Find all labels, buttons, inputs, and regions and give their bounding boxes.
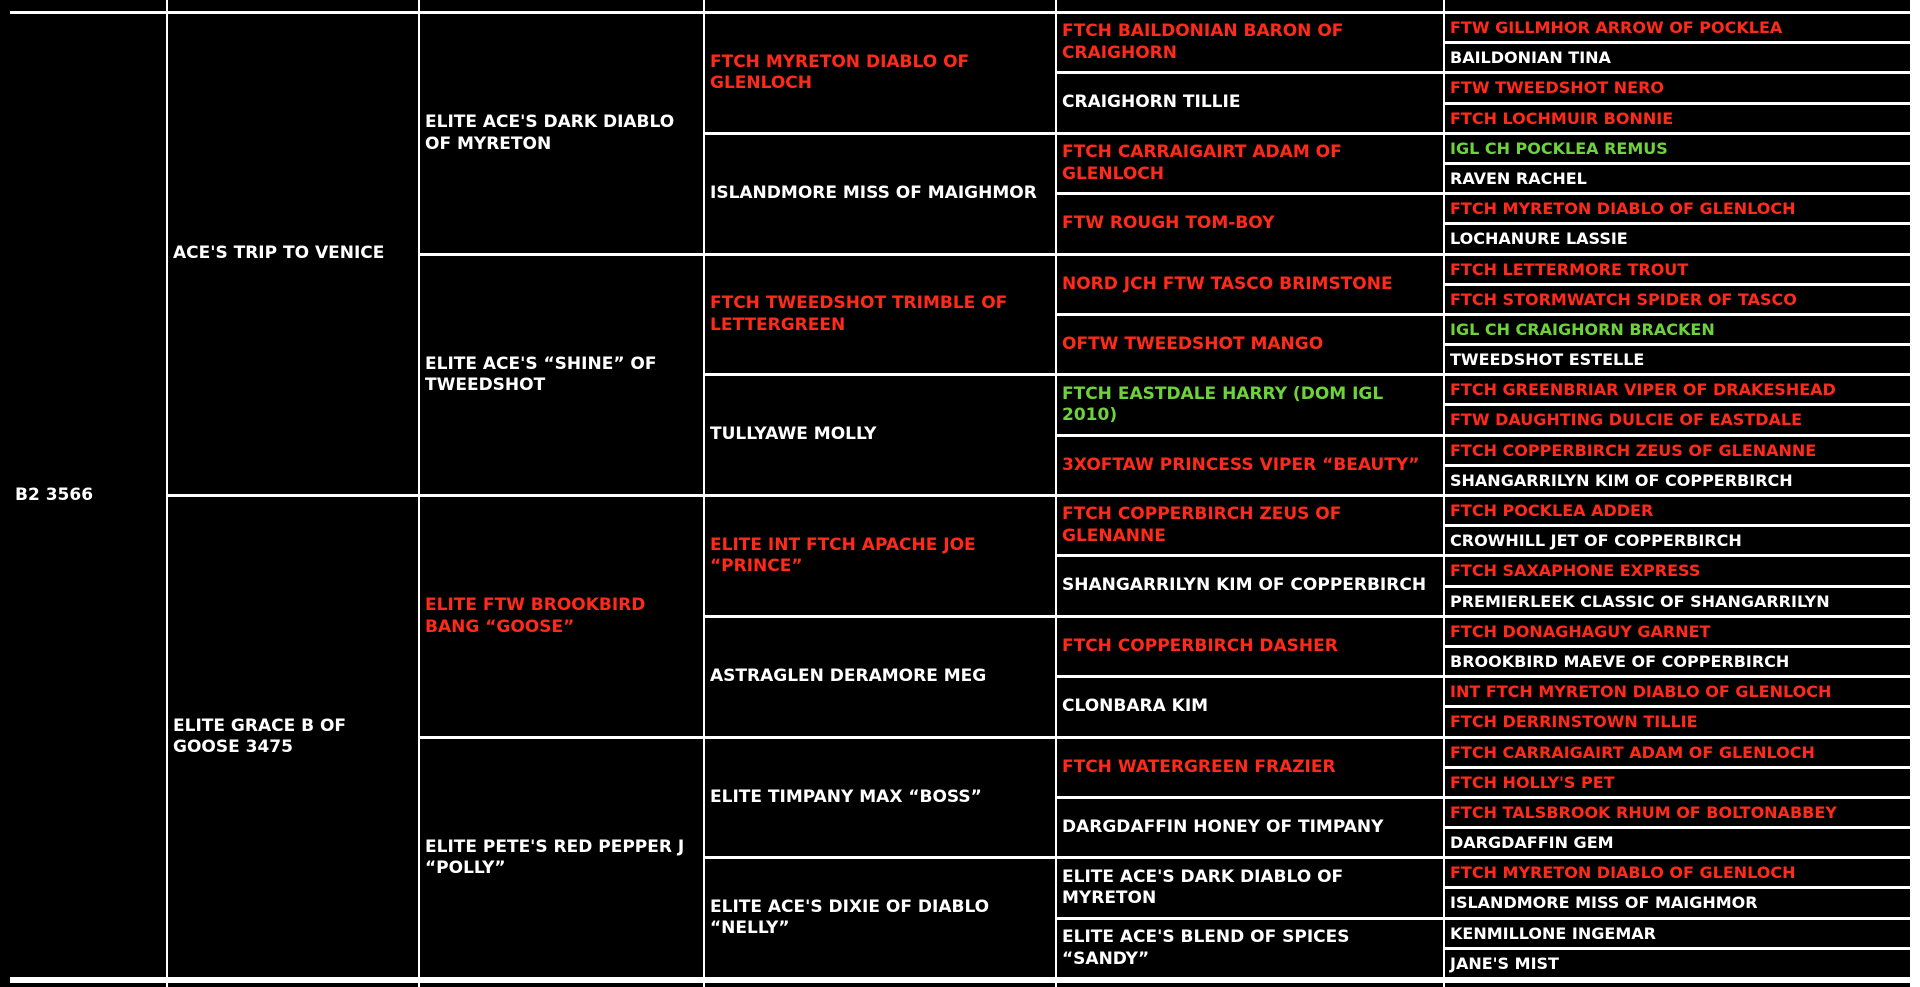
- gen4-cell: [705, 859, 1055, 977]
- gen5-cell: [1057, 859, 1443, 917]
- gen4-cell: [705, 618, 1055, 736]
- dog-name: LOCHANURE LASSIE: [1450, 229, 1628, 248]
- dog-name: ELITE GRACE B OF GOOSE 3475: [173, 715, 347, 757]
- dog-name: DARGDAFFIN GEM: [1450, 832, 1614, 852]
- gen5-cell: [1057, 316, 1443, 373]
- edge-strip-bottom: [705, 983, 1055, 987]
- gen5-cell: [1057, 618, 1443, 675]
- dog-name: FTCH COPPERBIRCH ZEUS OF GLENANNE: [1450, 440, 1817, 460]
- edge-strip-top: [1445, 0, 1910, 11]
- dog-name: FTCH CARRAIGAIRT ADAM OF GLENLOCH: [1450, 742, 1815, 762]
- edge-strip-left: [0, 0, 10, 987]
- dog-name: IGL CH CRAIGHORN BRACKEN: [1450, 319, 1715, 339]
- dog-name: ELITE TIMPANY MAX “BOSS”: [710, 786, 982, 807]
- gen6-cell: [1445, 195, 1910, 222]
- dog-name: ELITE INT FTCH APACHE JOE “PRINCE”: [710, 534, 976, 576]
- gen6-cell: [1445, 346, 1910, 373]
- dog-name: ELITE ACE'S DARK DIABLO OF MYRETON: [1062, 866, 1344, 908]
- dog-name: FTW TWEEDSHOT NERO: [1450, 78, 1665, 97]
- dog-name: BAILDONIAN TINA: [1450, 47, 1611, 67]
- gen6-cell: [1445, 889, 1910, 917]
- dog-name: FTCH STORMWATCH SPIDER OF TASCO: [1450, 289, 1797, 309]
- gen1-cell: [10, 14, 166, 977]
- gen4-cell: [705, 497, 1055, 615]
- gen6-cell: [1445, 920, 1910, 947]
- dog-name: FTCH POCKLEA ADDER: [1450, 500, 1654, 520]
- gen2-cell: [168, 14, 418, 494]
- gen6-cell: [1445, 225, 1910, 253]
- edge-strip-top: [1057, 0, 1443, 11]
- dog-name: CRAIGHORN TILLIE: [1062, 92, 1241, 113]
- gen6-cell: [1445, 618, 1910, 645]
- dog-name: FTCH WATERGREEN FRAZIER: [1062, 756, 1336, 777]
- dog-name: SHANGARRILYN KIM OF COPPERBIRCH: [1450, 470, 1793, 490]
- gen6-cell: [1445, 44, 1910, 71]
- gen6-cell: [1445, 74, 1910, 102]
- dog-name: B2 3566: [15, 484, 94, 505]
- gen5-cell: [1057, 437, 1443, 494]
- dog-name: 3XOFTAW PRINCESS VIPER “BEAUTY”: [1062, 454, 1420, 475]
- dog-name: FTCH MYRETON DIABLO OF GLENLOCH: [1450, 862, 1796, 882]
- dog-name: TULLYAWE MOLLY: [710, 424, 877, 445]
- gen5-cell: [1057, 678, 1443, 736]
- dog-name: ISLANDMORE MISS OF MAIGHMOR: [1450, 893, 1758, 912]
- gen6-cell: [1445, 739, 1910, 766]
- gen5-cell: [1057, 799, 1443, 856]
- gen6-cell: [1445, 829, 1910, 856]
- dog-name: FTCH CARRAIGAIRT ADAM OF GLENLOCH: [1062, 142, 1342, 184]
- dog-name: ASTRAGLEN DERAMORE MEG: [710, 666, 987, 687]
- gen5-cell: [1057, 920, 1443, 977]
- gen4-cell: [705, 739, 1055, 856]
- gen6-cell: [1445, 406, 1910, 434]
- dog-name: ELITE ACE'S “SHINE” OF TWEEDSHOT: [425, 353, 657, 395]
- gen6-cell: [1445, 165, 1910, 192]
- dog-name: FTCH DONAGHAGUY GARNET: [1450, 621, 1711, 641]
- dog-name: FTCH TWEEDSHOT TRIMBLE OF LETTERGREEN: [710, 293, 1008, 335]
- edge-strip-top: [168, 0, 418, 11]
- dog-name: FTCH SAXAPHONE EXPRESS: [1450, 561, 1701, 580]
- dog-name: FTCH TALSBROOK RHUM OF BOLTONABBEY: [1450, 802, 1837, 822]
- dog-name: ELITE ACE'S BLEND OF SPICES “SANDY”: [1062, 927, 1350, 969]
- dog-name: ELITE PETE'S RED PEPPER J “POLLY”: [425, 836, 685, 878]
- dog-name: FTCH MYRETON DIABLO OF GLENLOCH: [1450, 198, 1796, 218]
- gen4-cell: [705, 256, 1055, 373]
- gen6-cell: [1445, 799, 1910, 826]
- dog-name: CROWHILL JET OF COPPERBIRCH: [1450, 530, 1742, 550]
- dog-name: FTCH EASTDALE HARRY (DOM IGL 2010): [1062, 383, 1384, 425]
- dog-name: NORD JCH FTW TASCO BRIMSTONE: [1062, 273, 1393, 294]
- dog-name: ACE'S TRIP TO VENICE: [173, 243, 385, 264]
- dog-name: PREMIERLEEK CLASSIC OF SHANGARRILYN: [1450, 591, 1830, 611]
- dog-name: FTCH BAILDONIAN BARON OF CRAIGHORN: [1062, 21, 1344, 63]
- edge-strip-bottom: [168, 983, 418, 987]
- dog-name: FTCH LOCHMUIR BONNIE: [1450, 108, 1674, 128]
- edge-strip-top: [420, 0, 703, 11]
- gen6-cell: [1445, 648, 1910, 675]
- dog-name: FTCH MYRETON DIABLO OF GLENLOCH: [710, 51, 970, 93]
- gen2-cell: [168, 497, 418, 977]
- gen6-cell: [1445, 678, 1910, 705]
- gen6-cell: [1445, 588, 1910, 615]
- dog-name: BROOKBIRD MAEVE OF COPPERBIRCH: [1450, 651, 1790, 671]
- gen6-cell: [1445, 286, 1910, 313]
- dog-name: FTW DAUGHTING DULCIE OF EASTDALE: [1450, 410, 1803, 429]
- dog-name: ELITE ACE'S DIXIE OF DIABLO “NELLY”: [710, 896, 990, 938]
- gen6-cell: [1445, 859, 1910, 886]
- dog-name: JANE'S MIST: [1450, 953, 1559, 973]
- gen6-cell: [1445, 135, 1910, 162]
- gen3-cell: [420, 739, 703, 977]
- edge-strip-bottom: [1445, 983, 1910, 987]
- dog-name: FTCH COPPERBIRCH DASHER: [1062, 635, 1338, 656]
- dog-name: FTCH COPPERBIRCH ZEUS OF GLENANNE: [1062, 504, 1342, 546]
- gen6-cell: [1445, 256, 1910, 283]
- dog-name: KENMILLONE INGEMAR: [1450, 923, 1656, 943]
- gen5-cell: [1057, 14, 1443, 71]
- dog-name: FTCH LETTERMORE TROUT: [1450, 259, 1689, 279]
- edge-strip-bottom: [1057, 983, 1443, 987]
- gen5-cell: [1057, 74, 1443, 132]
- dog-name: FTCH GREENBRIAR VIPER OF DRAKESHEAD: [1450, 379, 1836, 399]
- dog-name: OFTW TWEEDSHOT MANGO: [1062, 333, 1324, 354]
- gen5-cell: [1057, 135, 1443, 192]
- dog-name: FTCH DERRINSTOWN TILLIE: [1450, 712, 1698, 731]
- dog-name: FTW GILLMHOR ARROW OF POCKLEA: [1450, 17, 1783, 37]
- gen6-cell: [1445, 950, 1910, 977]
- dog-name: TWEEDSHOT ESTELLE: [1450, 349, 1645, 369]
- edge-strip-top: [10, 0, 166, 11]
- gen6-cell: [1445, 527, 1910, 554]
- gen4-cell: [705, 376, 1055, 494]
- dog-name: CLONBARA KIM: [1062, 696, 1209, 717]
- gen6-cell: [1445, 437, 1910, 464]
- gen6-cell: [1445, 376, 1910, 403]
- gen6-cell: [1445, 557, 1910, 585]
- gen6-cell: [1445, 467, 1910, 494]
- edge-strip-top: [705, 0, 1055, 11]
- dog-name: ISLANDMORE MISS OF MAIGHMOR: [710, 183, 1037, 204]
- gen5-cell: [1057, 739, 1443, 796]
- gen6-cell: [1445, 497, 1910, 524]
- dog-name: ELITE ACE'S DARK DIABLO OF MYRETON: [425, 112, 675, 154]
- dog-name: FTCH HOLLY'S PET: [1450, 772, 1615, 792]
- gen6-cell: [1445, 105, 1910, 132]
- edge-strip-bottom: [420, 983, 703, 987]
- gen5-cell: [1057, 376, 1443, 434]
- gen5-cell: [1057, 256, 1443, 313]
- gen5-cell: [1057, 195, 1443, 253]
- dog-name: RAVEN RACHEL: [1450, 168, 1587, 188]
- edge-strip-bottom: [10, 983, 166, 987]
- dog-name: FTW ROUGH TOM-BOY: [1062, 213, 1275, 234]
- gen5-cell: [1057, 497, 1443, 554]
- gen6-cell: [1445, 769, 1910, 796]
- dog-name: SHANGARRILYN KIM OF COPPERBIRCH: [1062, 575, 1427, 596]
- gen6-cell: [1445, 316, 1910, 343]
- gen3-cell: [420, 256, 703, 494]
- dog-name: INT FTCH MYRETON DIABLO OF GLENLOCH: [1450, 681, 1832, 701]
- gen5-cell: [1057, 557, 1443, 615]
- gen3-cell: [420, 14, 703, 253]
- dog-name: IGL CH POCKLEA REMUS: [1450, 138, 1668, 158]
- gen4-cell: [705, 14, 1055, 132]
- gen3-cell: [420, 497, 703, 736]
- dog-name: DARGDAFFIN HONEY OF TIMPANY: [1062, 816, 1384, 837]
- dog-name: ELITE FTW BROOKBIRD BANG “GOOSE”: [425, 595, 646, 637]
- gen6-cell: [1445, 708, 1910, 736]
- gen6-cell: [1445, 14, 1910, 41]
- gen4-cell: [705, 135, 1055, 253]
